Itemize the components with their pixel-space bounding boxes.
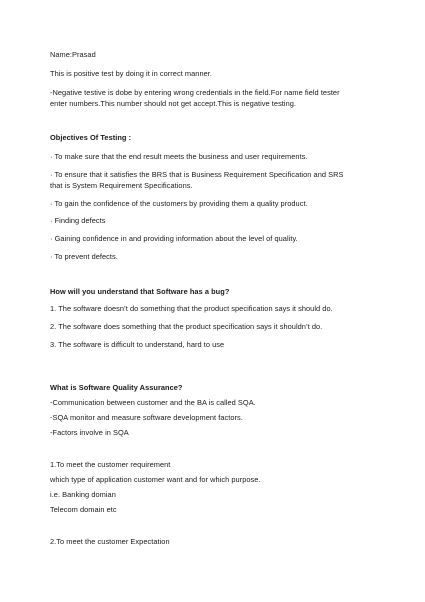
expectation-line: 2.To meet the customer Expectation (50, 537, 170, 546)
sqa-heading: What is Software Quality Assurance? (50, 383, 183, 392)
requirement-line: 1.To meet the customer requirement (50, 460, 171, 469)
sqa-line: -SQA monitor and measure software development factors. (50, 413, 243, 422)
bug-item: 3. The software is difficult to understand, hard to use (50, 340, 225, 349)
objectives-heading: Objectives Of Testing : (50, 133, 132, 142)
positive-test-text: This is positive test by doing it in correct manner. (50, 69, 212, 78)
bug-item: 1. The software doesn’t do something that the product specification says it should do. (50, 304, 333, 313)
bug-section-heading: How will you understand that Software has a bug? (50, 287, 230, 296)
objective-item: · Gaining confidence in and providing information about the level of quality. (50, 234, 298, 243)
objective-item-continuation: that is System Requirement Specifications. (50, 181, 193, 190)
objective-item: · Finding defects (50, 216, 106, 225)
objective-item: · To gain the confidence of the customers by providing them a quality product. (50, 199, 308, 208)
negative-test-line-1: -Negative testive is dobe by entering wrong credentials in the field.For name field tester (50, 88, 340, 97)
requirement-line: which type of application customer want and for which purpose. (50, 475, 261, 484)
requirement-line: Telecom domain etc (50, 505, 117, 514)
bug-item: 2. The software does something that the product specification says it shouldn’t do. (50, 322, 323, 331)
sqa-line: -Communication between customer and the BA is called SQA. (50, 398, 256, 407)
negative-test-line-2: enter numbers.This number should not get accept.This is negative testing. (50, 99, 297, 108)
objective-item: · To prevent defects. (50, 252, 118, 261)
requirement-line: i.e. Banking domian (50, 490, 116, 499)
name-line: Name:Prasad (50, 50, 96, 59)
sqa-line: -Factors involve in SQA (50, 428, 129, 437)
objective-item: · To ensure that it satisfies the BRS that is Business Requirement Specification and SRS (50, 170, 344, 179)
objective-item: · To make sure that the end result meets the business and user requirements. (50, 152, 308, 161)
